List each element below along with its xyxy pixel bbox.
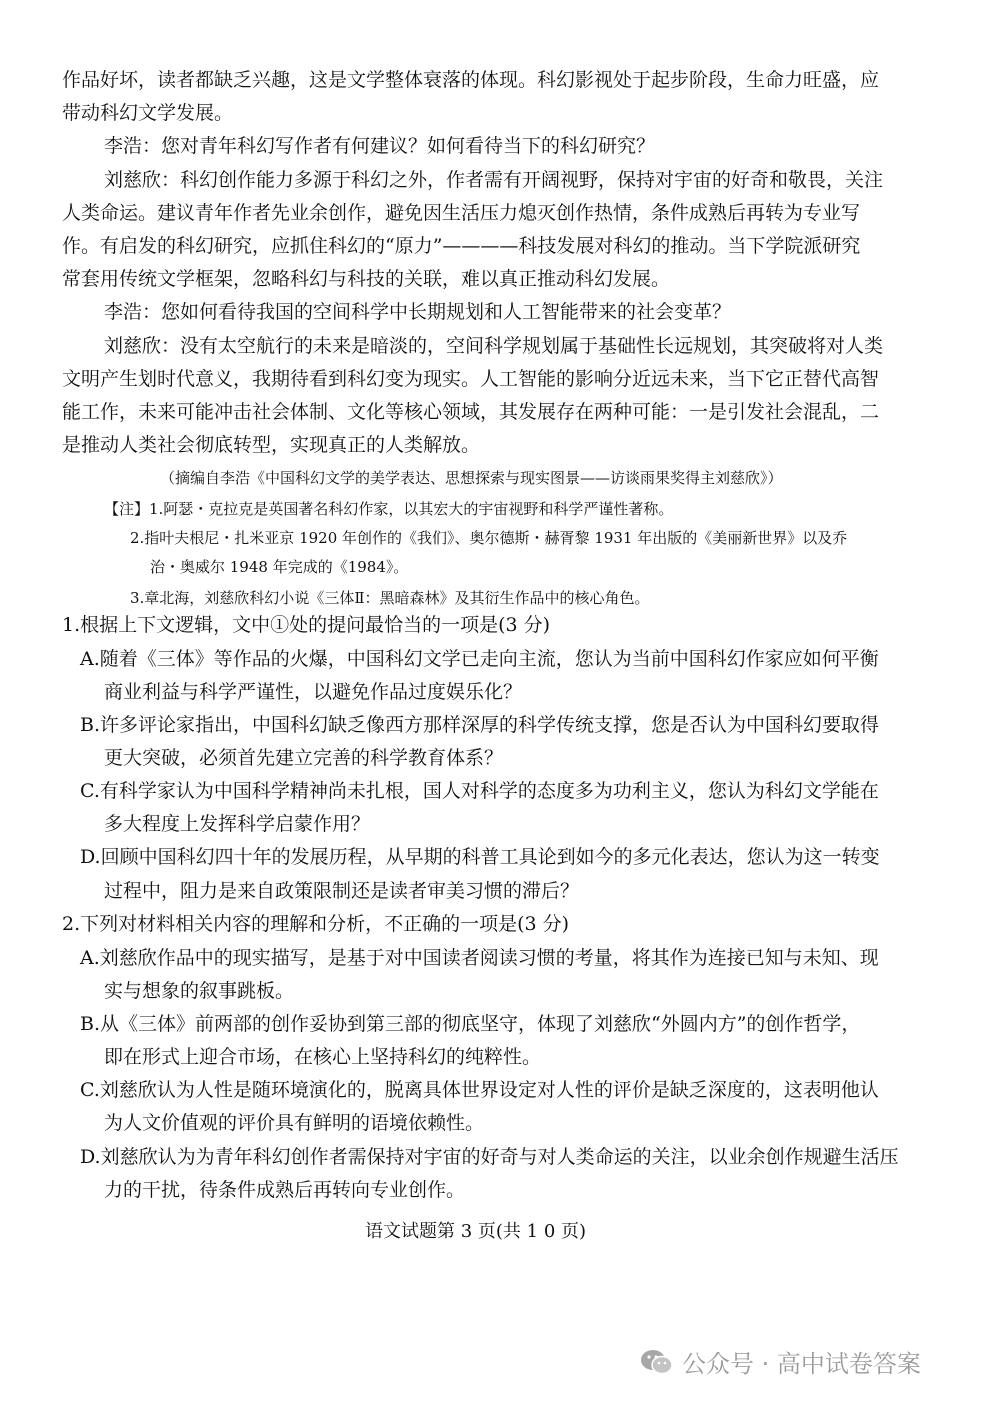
interview-question: 李浩：您如何看待我国的空间科学中长期规划和人工智能带来的社会变革？ <box>104 301 732 323</box>
watermark-text: 公众号 · 高中试卷答案 <box>682 1350 921 1378</box>
interview-answer-line: 常套用传统文学框架，忽略科幻与科技的关联，难以真正推动科幻发展。 <box>62 268 671 290</box>
option-c-cont: 多大程度上发挥科学启蒙作用？ <box>104 813 371 835</box>
footnote: 2.指叶夫根尼・扎米亚京 1920 年创作的《我们》、奥尔德斯・赫胥黎 1931 年出版的《美丽新世界》以及乔 <box>130 529 848 547</box>
footnote: 【注】1.阿瑟・克拉克是英国著名科幻作家，以其宏大的宇宙视野和科学严谨性著称。 <box>104 500 674 518</box>
option-b: B.从《三体》前两部的创作妥协到第三部的彻底坚守，体现了刘慈欣“外圆内方”的创作哲学， <box>80 1013 861 1035</box>
option-c-cont: 为人文价值观的评价具有鲜明的语境依赖性。 <box>104 1112 485 1134</box>
question-stem: 2.下列对材料相关内容的理解和分析，不正确的一项是(3 分) <box>62 913 570 935</box>
interview-answer-line: 人类命运。建议青年作者先业余创作，避免因生活压力熄灭创作热情，条件成熟后再转为专业写 <box>62 202 861 224</box>
interview-answer-line: 刘慈欣：科幻创作能力多源于科幻之外，作者需有开阔视野，保持对宇宙的好奇和敬畏，关注 <box>104 169 884 191</box>
option-a: A.刘慈欣作品中的现实描写，是基于对中国读者阅读习惯的考量，将其作为连接已知与未知、现 <box>80 947 879 969</box>
watermark <box>640 1344 921 1379</box>
option-d-cont: 过程中，阻力是来自政策限制还是读者审美习惯的滞后？ <box>104 880 580 902</box>
interview-answer-line: 刘慈欣：没有太空航行的未来是暗淡的，空间科学规划属于基础性长远规划，其突破将对人类 <box>104 335 884 357</box>
option-a-cont: 商业利益与科学严谨性，以避免作品过度娱乐化？ <box>104 681 523 703</box>
interview-question: 李浩：您对青年科幻写作者有何建议？如何看待当下的科幻研究？ <box>104 135 656 157</box>
option-b: B.许多评论家指出，中国科幻缺乏像西方那样深厚的科学传统支撑，您是否认为中国科幻要取得 <box>80 714 880 736</box>
option-b-cont: 即在形式上迎合市场，在核心上坚持科幻的纯粹性。 <box>104 1046 542 1068</box>
footnote: 治・奥威尔 1948 年完成的《1984》。 <box>150 558 409 576</box>
page-footer: 语文试题第 3 页(共 1 0 页) <box>365 1221 587 1242</box>
interview-answer-line: 能工作，未来可能冲击社会体制、文化等核心领域，其发展存在两种可能：一是引发社会混乱，二 <box>62 401 880 423</box>
option-d: D.刘慈欣认为为青年科幻创作者需保持对宇宙的好奇与对人类命运的关注，以业余创作规避生活压 <box>80 1146 899 1168</box>
interview-answer-line: 作。有启发的科幻研究，应抓住科幻的“原力”————科技发展对科幻的推动。当下学院派研究 <box>62 235 861 257</box>
paragraph-line: 带动科幻文学发展。 <box>62 102 234 124</box>
footnote: 3.章北海，刘慈欣科幻小说《三体Ⅱ：黑暗森林》及其衍生作品中的核心角色。 <box>130 589 650 607</box>
paragraph-line: 作品好坏，读者都缺乏兴趣，这是文学整体衰落的体现。科幻影视处于起步阶段，生命力旺盛，应 <box>62 69 880 91</box>
interview-answer-line: 文明产生划时代意义，我期待看到科幻变为现实。人工智能的影响分近远未来，当下它正替代高智 <box>62 368 880 390</box>
option-c: C.有科学家认为中国科学精神尚未扎根，国人对科学的态度多为功利主义，您认为科幻文学能在 <box>80 780 879 802</box>
question-stem: 1.根据上下文逻辑，文中①处的提问最恰当的一项是(3 分) <box>62 614 551 636</box>
interview-answer-line: 是推动人类社会彻底转型，实现真正的人类解放。 <box>62 434 481 456</box>
option-c: C.刘慈欣认为人性是随环境演化的，脱离具体世界设定对人性的评价是缺乏深度的，这表明他认 <box>80 1079 879 1101</box>
source-citation: （摘编自李浩《中国科幻文学的美学表达、思想探索与现实图景——访谈雨果奖得主刘慈欣》） <box>160 469 783 487</box>
wechat-icon <box>640 1348 674 1376</box>
option-d: D.回顾中国科幻四十年的发展历程，从早期的科普工具论到如今的多元化表达，您认为这一转变 <box>80 846 880 868</box>
option-a: A.随着《三体》等作品的火爆，中国科幻文学已走向主流，您认为当前中国科幻作家应如何平衡 <box>80 648 879 670</box>
option-b-cont: 更大突破，必须首先建立完善的科学教育体系？ <box>104 747 504 769</box>
option-d-cont: 力的干扰，待条件成熟后再转向专业创作。 <box>104 1179 466 1201</box>
option-a-cont: 实与想象的叙事跳板。 <box>104 980 295 1002</box>
